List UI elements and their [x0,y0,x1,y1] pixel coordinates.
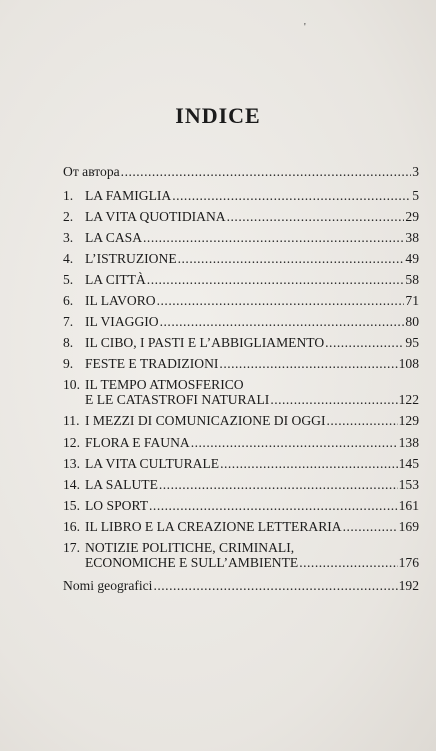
toc-entry-number: 9. [63,356,74,372]
toc-entry-page: 192 [398,578,419,593]
toc-entry-label: LA CITTÀ [85,271,146,287]
dot-leader [191,435,398,450]
toc-entry-8 [63,335,419,350]
dot-leader [159,477,398,492]
toc-entry-label: Nomi geografici [63,578,153,593]
toc-entry-page: 161 [398,497,419,513]
toc-entry-label: IL CIBO, I PASTI E L’ABBIGLIAMENTO [85,335,325,351]
toc-entry-page: 5 [412,187,419,203]
dot-leader [325,335,404,350]
dot-leader [157,293,405,308]
toc-entry-label: LA VITA QUOTIDIANA [85,208,226,224]
toc-entry-3 [63,230,419,245]
toc-entry-page: 3 [412,164,419,179]
toc-entry-number: 6. [63,292,74,308]
dot-leader [143,230,404,245]
toc-entry-number: 16. [63,518,80,534]
toc-entry-label: LA FAMIGLIA [85,187,172,203]
toc-entry-label-line: IL TEMPO ATMOSFERICO [85,377,244,393]
toc-entry-page: 122 [398,392,419,408]
dot-leader [299,555,397,570]
toc-entry-page: 145 [398,455,419,471]
dot-leader [149,498,398,513]
toc-entry-label: IL VIAGGIO [85,314,159,330]
toc-entry-number: 11. [63,413,80,429]
toc-entry-label [85,377,269,407]
dot-leader [153,578,397,593]
toc-entry-label: L’ISTRUZIONE [85,250,177,266]
toc-entry-16 [63,519,419,534]
toc-entry-label [85,540,298,570]
toc-entry-label: I MEZZI DI COMUNICAZIONE DI OGGI [85,413,326,429]
toc-entry-15 [63,498,419,513]
toc-entry-label: IL LAVORO [85,292,156,308]
toc-entry-label: LA CASA [85,229,143,245]
toc-entry-label-line: E LE CATASTROFI NATURALI [85,392,270,408]
toc-entry-page: 138 [398,434,419,450]
toc-entry-label-line: NOTIZIE POLITICHE, CRIMINALI, [85,540,295,555]
toc-entry-page: 129 [398,413,419,429]
page-title: INDICE [175,103,261,128]
toc-entry-label: LA SALUTE [85,476,158,492]
toc-entry-number: 4. [63,250,74,266]
toc-entry-page: 176 [398,555,419,570]
dot-leader [178,251,405,266]
toc-entry-number: 13. [63,455,80,471]
toc-entry-13 [63,456,419,471]
toc-entry-number: 1. [63,187,74,203]
toc-entry-number: 17. [63,540,80,555]
dot-leader [327,413,398,428]
toc-entry-number: 12. [63,434,80,450]
toc-entry-11 [63,413,419,428]
toc-entry-1 [63,188,419,203]
toc-entry-number: 15. [63,497,80,513]
toc-entry-number: 10. [63,377,80,393]
toc-entry-page: 169 [398,518,419,534]
toc-entry-page: 49 [405,250,419,266]
toc-entry-6 [63,293,419,308]
toc-entry-2 [63,209,419,224]
dot-leader [219,356,397,371]
toc-entry-page: 108 [398,356,419,372]
dot-leader [227,209,405,224]
toc-entry-label: LO SPORT [85,497,149,513]
toc-entry-page: 71 [405,292,419,308]
toc-entry-number: 8. [63,335,74,351]
toc-entry-geographic-names [63,578,419,593]
toc-entry-5 [63,272,419,287]
dot-leader [160,314,405,329]
dot-leader [121,164,412,179]
toc-entry-label-line: ECONOMICHE E SULL’AMBIENTE [85,555,299,570]
toc-entry-page: 38 [405,229,419,245]
toc-entry-label: IL LIBRO E LA CREAZIONE LETTERARIA [85,518,342,534]
toc-entry-number: 2. [63,208,74,224]
toc-entry-page: 153 [398,476,419,492]
toc-entry-label: FLORA E FAUNA [85,434,190,450]
toc-entry-12 [63,435,419,450]
toc-entry-page: 58 [405,271,419,287]
toc-entry-label: FESTE E TRADIZIONI [85,356,219,372]
dot-leader [172,188,411,203]
toc-entry-page: 29 [405,208,419,224]
toc-entry-4 [63,251,419,266]
table-of-contents [63,164,419,599]
toc-entry-10 [63,377,419,407]
toc-entry-label: LA VITA CULTURALE [85,455,220,471]
dot-leader [147,272,405,287]
toc-entry-7 [63,314,419,329]
toc-entry-number: 3. [63,229,74,245]
dot-leader [343,519,398,534]
toc-entry-page: 95 [405,335,419,351]
toc-entry-number: 5. [63,271,74,287]
toc-entry-page: 80 [405,314,419,330]
toc-entry-label: От автора [63,164,120,179]
dot-leader [270,392,397,407]
dot-leader [220,456,398,471]
show-through [150,40,153,56]
toc-entry-17 [63,540,419,570]
toc-entry-9 [63,356,419,371]
toc-entry-preface [63,164,419,179]
toc-entry-14 [63,477,419,492]
toc-entry-number: 7. [63,314,74,330]
ink-speck: ' [304,22,306,33]
toc-entry-number: 14. [63,476,80,492]
